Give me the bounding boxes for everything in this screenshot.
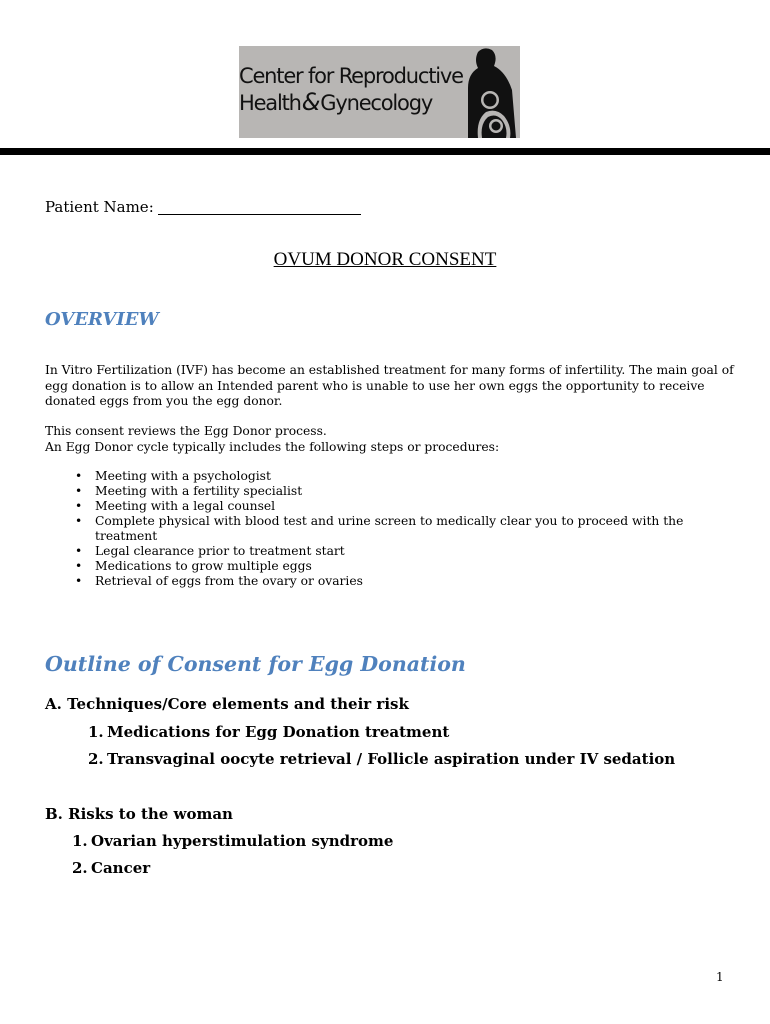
list-item bbox=[75, 514, 715, 544]
patient-name-blank[interactable] bbox=[158, 214, 361, 215]
logo-line-1: Center for Reproductive bbox=[239, 64, 463, 88]
page-number: 1 bbox=[716, 970, 724, 984]
process-line-1: This consent reviews the Egg Donor process. bbox=[45, 424, 327, 438]
outline-heading: Outline of Consent for Egg Donation bbox=[45, 652, 466, 676]
list-item-text: Meeting with a legal counsel bbox=[95, 499, 276, 513]
process-intro bbox=[45, 424, 745, 455]
bullet-icon: • bbox=[75, 484, 83, 498]
section-a-title: A. Techniques/Core elements and their risk bbox=[45, 695, 409, 713]
overview-text: In Vitro Fertilization (IVF) has become an established treatment for many forms of infertility. The main goal of egg donation is to allow an Intended parent who is unable to use her own eggs the opportunity to receive donated eggs from you the egg donor. bbox=[45, 363, 734, 408]
bullet-icon: • bbox=[75, 469, 83, 483]
bullet-icon: • bbox=[75, 574, 83, 588]
document-title: OVUM DONOR CONSENT bbox=[273, 249, 497, 270]
bullet-icon: • bbox=[75, 499, 83, 513]
list-item bbox=[75, 469, 715, 484]
item-text: Medications for Egg Donation treatment bbox=[107, 723, 450, 741]
patient-name-label: Patient Name: bbox=[45, 198, 154, 216]
process-line-2: An Egg Donor cycle typically includes the following steps or procedures: bbox=[45, 439, 500, 454]
item-number: 1. bbox=[72, 832, 88, 850]
header-divider bbox=[0, 148, 770, 155]
list-item-text: Legal clearance prior to treatment start bbox=[95, 544, 345, 558]
item-number: 1. bbox=[88, 723, 104, 741]
item-number: 2. bbox=[72, 859, 88, 877]
logo-line-2 bbox=[239, 90, 432, 114]
section-a-item bbox=[88, 723, 449, 741]
item-number: 2. bbox=[88, 750, 104, 768]
patient-name-field bbox=[45, 198, 361, 216]
section-b-item bbox=[72, 859, 150, 877]
mother-child-icon bbox=[446, 46, 520, 138]
item-text: Transvaginal oocyte retrieval / Follicle aspiration under IV sedation bbox=[107, 750, 676, 768]
list-item-text: Retrieval of eggs from the ovary or ovaries bbox=[95, 574, 363, 588]
list-item bbox=[75, 544, 715, 559]
overview-paragraph bbox=[45, 363, 745, 410]
overview-heading: OVERVIEW bbox=[45, 309, 159, 330]
list-item-text: Complete physical with blood test and urine screen to medically clear you to proceed with the treatment bbox=[95, 514, 684, 543]
bullet-icon: • bbox=[75, 559, 83, 573]
list-item-text: Meeting with a fertility specialist bbox=[95, 484, 303, 498]
section-b-item bbox=[72, 832, 393, 850]
item-text: Ovarian hyperstimulation syndrome bbox=[91, 832, 394, 850]
bullet-icon: • bbox=[75, 544, 83, 558]
section-a-item bbox=[88, 750, 675, 768]
section-b-title: B. Risks to the woman bbox=[45, 805, 233, 823]
logo-health: Health bbox=[239, 91, 301, 115]
item-text: Cancer bbox=[91, 859, 151, 877]
logo-gynecology: Gynecology bbox=[320, 91, 433, 115]
procedure-list bbox=[75, 469, 715, 589]
list-item bbox=[75, 559, 715, 574]
list-item bbox=[75, 574, 715, 589]
logo-ampersand: & bbox=[301, 88, 320, 116]
bullet-icon: • bbox=[75, 514, 83, 528]
list-item bbox=[75, 484, 715, 499]
list-item-text: Medications to grow multiple eggs bbox=[95, 559, 312, 573]
clinic-logo bbox=[239, 46, 520, 138]
list-item-text: Meeting with a psychologist bbox=[95, 469, 271, 483]
list-item bbox=[75, 499, 715, 514]
